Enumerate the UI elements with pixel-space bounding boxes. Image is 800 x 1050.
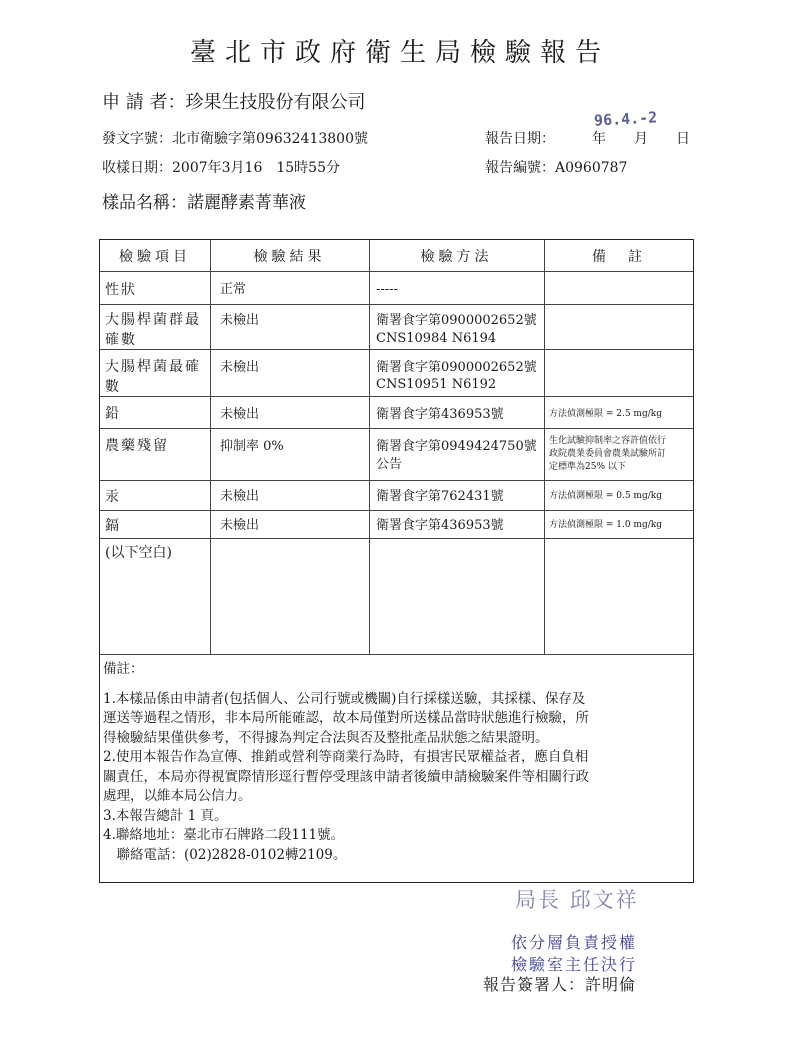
report-number: 報告編號：A0960787: [485, 160, 628, 176]
item-name: 汞: [105, 489, 121, 505]
method-text: CNS10951 N6192: [376, 377, 497, 392]
header-result: 檢驗結果: [253, 249, 326, 265]
remarks-line: 運送等過程之情形，非本局所能確認，故本局僅對所送樣品當時狀態進行檢驗，所: [103, 710, 589, 726]
row-divider: [100, 349, 693, 350]
note-text: 生化試驗抑制率之容許值依行: [549, 436, 667, 446]
row-divider: [100, 428, 693, 429]
method-text: 衛署食字第762431號: [376, 489, 504, 504]
method-text: 衛署食字第0900002652號: [376, 360, 537, 375]
sample-name: 樣品名稱：諾麗酵素菁華液: [102, 193, 306, 213]
header-method: 檢驗方法: [420, 249, 493, 265]
header-item: 檢驗項目: [119, 249, 191, 265]
remarks-line: 得檢驗結果僅供參考，不得據為判定合法與否及整批產品狀態之結果證明。: [103, 729, 549, 746]
remarks-line: 1.本樣品係由申請者(包括個人、公司行號或機關)自行採樣送驗，其採樣、保存及: [103, 690, 586, 707]
item-name: 性狀: [105, 282, 137, 298]
document-number: 發文字號：北市衛驗字第09632413800號: [102, 131, 368, 147]
item-name: 大腸桿菌群最: [105, 312, 201, 328]
column-divider: [544, 240, 545, 654]
blank-below-marker: (以下空白): [105, 545, 172, 561]
method-text: 衛署食字第436953號: [376, 407, 504, 422]
chief-signature-stamp: 局長 邱文祥: [515, 888, 639, 912]
method-text: 衛署食字第0949424750號: [376, 439, 537, 454]
remarks-line: 2.使用本報告作為宣傳、推銷或營利等商業行為時，有損害民眾權益者，應自負相: [103, 749, 589, 765]
result-value: 未檢出: [220, 489, 260, 504]
table-notes-divider: [100, 654, 693, 655]
result-value: 抑制率 0%: [220, 439, 284, 454]
note-text: 政院農業委員會農業試驗所訂: [549, 449, 667, 459]
column-divider: [210, 240, 211, 654]
note-text: 方法偵測極限 = 2.5 mg/kg: [549, 409, 662, 419]
result-value: 正常: [220, 282, 247, 297]
row-divider: [100, 396, 693, 397]
item-name: 鉛: [105, 406, 121, 422]
result-value: 未檢出: [220, 313, 260, 328]
report-title: 臺北市政府衛生局檢驗報告: [189, 38, 610, 68]
results-table: [99, 239, 694, 883]
remarks-line: 4.聯絡地址：臺北市石牌路二段111號。: [103, 827, 345, 843]
note-text: 定標準為25% 以下: [549, 462, 626, 472]
row-divider: [100, 480, 693, 481]
row-divider: [100, 271, 693, 272]
row-divider: [100, 304, 693, 305]
row-divider: [100, 510, 693, 511]
applicant: 申 請 者：珍果生技股份有限公司: [102, 92, 366, 113]
remarks-line: 3.本報告總計 1 頁。: [103, 807, 228, 824]
report-date-label: 報告日期：: [485, 131, 555, 147]
result-value: 未檢出: [220, 407, 260, 422]
method-text: -----: [376, 282, 398, 297]
note-text: 方法偵測極限 = 0.5 mg/kg: [549, 491, 662, 501]
item-name: 數: [105, 379, 121, 395]
remarks: [103, 660, 688, 865]
remarks-line: 關責任，本局亦得視實際情形逕行暫停受理該申請者後續申請檢驗案件等相關行政: [103, 768, 589, 785]
item-name: 大腸桿菌最確: [105, 359, 201, 375]
method-text: CNS10984 N6194: [376, 331, 497, 346]
item-name: 確數: [105, 332, 137, 348]
result-value: 未檢出: [220, 518, 260, 533]
report-date-ym: 年 月 日: [592, 131, 690, 147]
report-signer: 報告簽署人：許明倫: [483, 975, 637, 994]
remarks-line: 聯絡電話：(02)2828-0102轉2109。: [103, 846, 347, 863]
remarks-line: 處理，以維本局公信力。: [103, 788, 252, 804]
row-divider: [100, 538, 693, 539]
authorization-line: 檢驗室主任決行: [511, 955, 638, 974]
item-name: 農藥殘留: [105, 438, 169, 454]
item-name: 鎘: [105, 518, 121, 534]
header-note: 備 註: [592, 249, 646, 265]
authorization-line: 依分層負責授權: [511, 933, 638, 952]
result-value: 未檢出: [220, 360, 260, 375]
report-date-stamp: 96.4.-2: [593, 108, 658, 130]
authorization-stamp: [511, 932, 637, 976]
received-date: 收樣日期：2007年3月16 15時55分: [102, 160, 340, 176]
method-text: 衛署食字第0900002652號: [376, 313, 537, 328]
method-text: 衛署食字第436953號: [376, 518, 504, 533]
remarks-heading: 備註：: [103, 661, 144, 677]
column-divider: [369, 240, 370, 654]
method-text: 公告: [376, 457, 403, 472]
note-text: 方法偵測極限 = 1.0 mg/kg: [549, 520, 662, 530]
